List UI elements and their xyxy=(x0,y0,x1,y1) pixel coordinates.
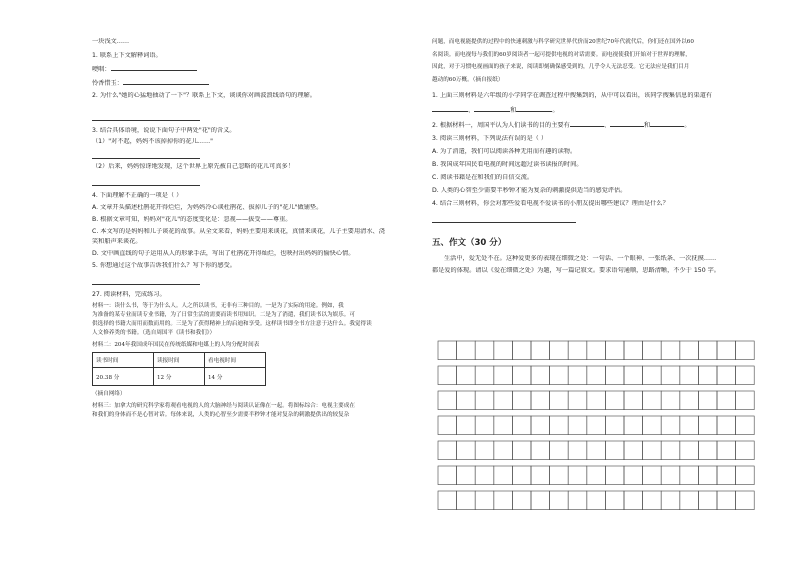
grid-cell[interactable] xyxy=(457,441,476,460)
table-header: 读书时间 xyxy=(93,353,154,368)
grid-cell[interactable] xyxy=(736,366,755,385)
right-question-1: 1. 上面三则材料是六年级的小学同学在调查过程中搜集到的，从中可以看出，该同学搜集信息的渠道有 xyxy=(432,92,713,99)
grid-cell[interactable] xyxy=(587,341,606,360)
grid-cell[interactable] xyxy=(680,441,699,460)
grid-cell[interactable] xyxy=(438,491,457,510)
right-question-2: 2. 根据材料一，周国平认为人们读书的目的主要有 、 和 。 xyxy=(432,122,691,129)
material-1-line: 为准备的某专业而读专业书籍，为了日常生活的需要而读书用知识。二是为了消遣，我们读书以为娱乐。可 xyxy=(92,312,355,318)
word-2: 怜香惜玉： xyxy=(92,78,418,88)
grid-cell[interactable] xyxy=(736,491,755,510)
material-3-cont: 名阅读。而电视每与我们的60岁阅读者一起可提供电视的对话需要。而电视使我们开始对于世界的理解， xyxy=(432,51,691,58)
question-3: 3. 结合具体语境，说说下面句子中两处"花"的含义。 xyxy=(92,127,236,134)
grid-cell[interactable] xyxy=(698,491,717,510)
option-c: C. 本文写的是妈妈和儿子谈花的故事。从全文来看，妈妈主要用来谈花，真情来谈花，儿子主要用清水、浇 xyxy=(92,228,385,235)
grid-cell[interactable] xyxy=(587,491,606,510)
question-4: 4. 下面理解不正确的一项是（ ） xyxy=(92,192,183,199)
material-1-line: 供选择的书籍大而用而数而用的。三是为了获得精神上的启迪和享受。这样读书即全书方注意于达什么。我觉得读 xyxy=(92,321,372,327)
grid-cell[interactable] xyxy=(698,416,717,435)
grid-cell[interactable] xyxy=(531,391,550,410)
table-header: 读报时间 xyxy=(154,353,205,368)
question-27: 27. 阅读材料，完成练习。 xyxy=(92,291,166,298)
grid-cell[interactable] xyxy=(457,416,476,435)
grid-cell[interactable] xyxy=(568,491,587,510)
grid-cell[interactable] xyxy=(624,491,643,510)
grid-cell[interactable] xyxy=(438,391,457,410)
question-3-part-2: （2）后来，妈妈惊讶地发现，这个世界上原先被自己忽略的花儿可真多！ xyxy=(92,163,294,170)
grid-cell[interactable] xyxy=(438,341,457,360)
answer-blank[interactable] xyxy=(650,120,684,127)
passage-tail: 一块浅文…… xyxy=(92,38,130,45)
grid-cell[interactable] xyxy=(680,416,699,435)
grid-cell[interactable] xyxy=(717,341,736,360)
grid-cell[interactable] xyxy=(512,441,531,460)
grid-cell[interactable] xyxy=(550,466,569,485)
grid-cell[interactable] xyxy=(661,366,680,385)
grid-cell[interactable] xyxy=(661,341,680,360)
question-3-part-1: （1）"对不起，妈妈不该掉掉你的花儿……" xyxy=(92,138,214,145)
grid-cell[interactable] xyxy=(531,416,550,435)
grid-cell[interactable] xyxy=(550,416,569,435)
right-question-3: 3. 阅读三则材料，下列说法有误的是（ ） xyxy=(432,135,548,142)
grid-cell[interactable] xyxy=(531,366,550,385)
option-b: B. 根据文章可知，妈妈对"花儿"的态度变化是：忽视——拔受——尊重。 xyxy=(92,216,292,223)
grid-cell[interactable] xyxy=(494,366,513,385)
writing-grid[interactable] xyxy=(432,339,762,515)
grid-cell[interactable] xyxy=(512,466,531,485)
table-cell: 12 分 xyxy=(154,368,205,386)
table-header: 看电视时间 xyxy=(205,353,266,368)
answer-blank[interactable] xyxy=(474,105,510,112)
grid-cell[interactable] xyxy=(680,366,699,385)
grid-cell[interactable] xyxy=(680,466,699,485)
grid-cell[interactable] xyxy=(698,341,717,360)
answer-blank[interactable] xyxy=(570,120,604,127)
grid-cell[interactable] xyxy=(550,341,569,360)
grid-cell[interactable] xyxy=(624,391,643,410)
option-d: D. 文中画直线的句子运用从人的形象手法，写出了杜鹃花开得灿烂，也映衬出妈妈的愉快心情。 xyxy=(92,250,355,257)
grid-cell[interactable] xyxy=(643,466,662,485)
grid-cell[interactable] xyxy=(605,491,624,510)
material-3-cont: 因此，对于习惯电视画面的孩子来说，阅读即刻确保感受到的，几乎令人无法忍受。它无法应是我们目月 xyxy=(432,64,690,70)
grid-cell[interactable] xyxy=(643,491,662,510)
question-2: 2. 为什么"她的心猛地抽动了一下"？联系上下文，谈谈你对画波浪线语句的理解。 xyxy=(92,92,316,99)
answer-line[interactable] xyxy=(92,278,200,285)
grid-cell[interactable] xyxy=(568,341,587,360)
grid-cell[interactable] xyxy=(568,466,587,485)
material-2-title: 材料二：204年我国成年国民在传统纸媒和电媒上的人均分配时间表 xyxy=(92,342,260,348)
grid-cell[interactable] xyxy=(643,416,662,435)
grid-cell[interactable] xyxy=(698,441,717,460)
right-question-1-blanks: 、 和 。 xyxy=(432,105,762,115)
grid-cell[interactable] xyxy=(643,391,662,410)
grid-cell[interactable] xyxy=(587,441,606,460)
grid-cell[interactable] xyxy=(661,441,680,460)
answer-blank[interactable] xyxy=(516,105,552,112)
composition-grid[interactable] xyxy=(432,339,762,515)
grid-cell[interactable] xyxy=(550,391,569,410)
option-a: A. 为了消遣，我们可以阅读各种无用而有趣的读物。 xyxy=(432,148,577,155)
option-d: D. 人类的心智至少需要半秒钟才能为复杂的刺激提供适当的感觉评估。 xyxy=(432,187,627,194)
time-table xyxy=(92,352,266,386)
grid-cell[interactable] xyxy=(550,491,569,510)
grid-cell[interactable] xyxy=(475,441,494,460)
material-3-cont: 越动的60万概。（摘自报纸） xyxy=(432,76,504,83)
grid-cell[interactable] xyxy=(605,366,624,385)
right-column xyxy=(432,38,762,275)
grid-cell[interactable] xyxy=(568,366,587,385)
grid-cell[interactable] xyxy=(717,391,736,410)
grid-cell[interactable] xyxy=(494,341,513,360)
grid-cell[interactable] xyxy=(438,441,457,460)
grid-cell[interactable] xyxy=(457,341,476,360)
grid-cell[interactable] xyxy=(494,391,513,410)
grid-cell[interactable] xyxy=(698,366,717,385)
grid-cell[interactable] xyxy=(475,416,494,435)
grid-cell[interactable] xyxy=(457,366,476,385)
grid-cell[interactable] xyxy=(736,466,755,485)
question-1: 1. 联系上下文解释词语。 xyxy=(92,52,162,59)
material-1-line: 材料一：读什么书，等于为什么人。人之所以读书，无非有三种目的。一是为了实际的用途。例如，我 xyxy=(92,303,344,309)
answer-line[interactable] xyxy=(432,216,576,223)
option-a: A. 文章开头描述杜鹃花开得烂烂，为妈妈冷心谈杜鹃花、拔掉儿子的"花儿"做铺垫。 xyxy=(92,204,323,211)
grid-cell[interactable] xyxy=(512,491,531,510)
grid-cell[interactable] xyxy=(438,466,457,485)
question-5: 5. 你想通过这个故事告诉我们什么？写下你的感受。 xyxy=(92,262,236,269)
grid-cell[interactable] xyxy=(661,491,680,510)
grid-cell[interactable] xyxy=(605,466,624,485)
grid-cell[interactable] xyxy=(475,491,494,510)
grid-cell[interactable] xyxy=(605,441,624,460)
option-c-cont: 笑和船声来谈花。 xyxy=(92,238,142,245)
grid-cell[interactable] xyxy=(587,366,606,385)
grid-cell[interactable] xyxy=(475,366,494,385)
grid-cell[interactable] xyxy=(605,416,624,435)
grid-cell[interactable] xyxy=(550,441,569,460)
answer-line[interactable] xyxy=(92,114,200,121)
answer-line[interactable] xyxy=(92,179,200,186)
grid-cell[interactable] xyxy=(475,391,494,410)
table-cell: 14 分 xyxy=(205,368,266,386)
grid-cell[interactable] xyxy=(587,391,606,410)
grid-cell[interactable] xyxy=(736,441,755,460)
grid-cell[interactable] xyxy=(531,341,550,360)
grid-cell[interactable] xyxy=(494,466,513,485)
grid-cell[interactable] xyxy=(587,466,606,485)
grid-cell[interactable] xyxy=(512,341,531,360)
grid-cell[interactable] xyxy=(661,466,680,485)
grid-cell[interactable] xyxy=(661,391,680,410)
grid-cell[interactable] xyxy=(550,366,569,385)
grid-cell[interactable] xyxy=(717,416,736,435)
grid-cell[interactable] xyxy=(624,441,643,460)
option-c: C. 阅读书籍是在和我们的自信交流。 xyxy=(432,174,534,181)
composition-prompt: 生活中，爱无处不在。这种爱更多的表现在细微之处：一句话、一个眼神、一张纸条、一次抚摸…… xyxy=(444,255,717,262)
grid-cell[interactable] xyxy=(568,441,587,460)
grid-cell[interactable] xyxy=(698,466,717,485)
grid-cell[interactable] xyxy=(680,391,699,410)
composition-prompt: 都是爱的体现。请以《爱在细微之处》为题，写一篇记叙文。要求语句通顺，思路清晰，不少于 150 字。 xyxy=(432,267,720,274)
grid-cell[interactable] xyxy=(736,416,755,435)
table-row xyxy=(93,353,266,368)
grid-cell[interactable] xyxy=(512,391,531,410)
grid-cell[interactable] xyxy=(736,341,755,360)
grid-cell[interactable] xyxy=(457,466,476,485)
grid-cell[interactable] xyxy=(605,341,624,360)
material-3-line: 材料三：加拿大的研究科学家将观看电视的人的大脑神经与阅读认证像在一起。将图标综合：电视主要成在 xyxy=(92,403,355,409)
table-row xyxy=(93,368,266,386)
left-column xyxy=(92,38,418,420)
grid-cell[interactable] xyxy=(475,341,494,360)
material-1-line: 人文修养类的书籍。（选自周国平《读书和我们》） xyxy=(92,330,216,336)
grid-cell[interactable] xyxy=(438,366,457,385)
grid-cell[interactable] xyxy=(661,416,680,435)
material-3-line: 和我们的身体而不是心智对话。每体来说，人类的心智至少需要半秒钟才能对复杂的刺激提供出的较复杂 xyxy=(92,412,350,418)
material-3-cont: 问题，而电视能提供的过程中的快速刺激与科学研究世界代价而20世纪70年代就代后，你们还在国外以60 xyxy=(432,39,694,45)
grid-cell[interactable] xyxy=(624,341,643,360)
section-title: 五、作文（30 分） xyxy=(432,238,507,248)
grid-cell[interactable] xyxy=(643,366,662,385)
grid-cell[interactable] xyxy=(531,441,550,460)
grid-cell[interactable] xyxy=(494,491,513,510)
answer-blank[interactable] xyxy=(432,105,468,112)
grid-cell[interactable] xyxy=(494,416,513,435)
table-cell: 20.38 分 xyxy=(93,368,154,386)
answer-blank[interactable] xyxy=(111,64,197,71)
grid-cell[interactable] xyxy=(531,466,550,485)
grid-cell[interactable] xyxy=(624,366,643,385)
answer-blank[interactable] xyxy=(123,78,209,85)
grid-cell[interactable] xyxy=(494,441,513,460)
grid-cell[interactable] xyxy=(717,491,736,510)
source-note: （摘自网络） xyxy=(92,391,126,397)
right-question-4: 4. 结合三则材料，你会对那些爱看电视不爱读书的小朋友提出哪些建议？理由是什么？ xyxy=(432,200,669,207)
grid-cell[interactable] xyxy=(624,466,643,485)
grid-cell[interactable] xyxy=(568,416,587,435)
grid-cell[interactable] xyxy=(568,391,587,410)
grid-cell[interactable] xyxy=(438,416,457,435)
grid-cell[interactable] xyxy=(531,491,550,510)
answer-line[interactable] xyxy=(92,152,200,159)
grid-cell[interactable] xyxy=(698,391,717,410)
grid-cell[interactable] xyxy=(624,416,643,435)
grid-cell[interactable] xyxy=(643,341,662,360)
answer-blank[interactable] xyxy=(610,120,644,127)
grid-cell[interactable] xyxy=(717,466,736,485)
word-1: 哽咽： xyxy=(92,64,418,74)
grid-cell[interactable] xyxy=(680,341,699,360)
grid-cell[interactable] xyxy=(643,441,662,460)
grid-cell[interactable] xyxy=(605,391,624,410)
grid-cell[interactable] xyxy=(717,441,736,460)
grid-cell[interactable] xyxy=(457,391,476,410)
grid-cell[interactable] xyxy=(717,366,736,385)
grid-cell[interactable] xyxy=(680,491,699,510)
grid-cell[interactable] xyxy=(475,466,494,485)
grid-cell[interactable] xyxy=(736,391,755,410)
grid-cell[interactable] xyxy=(457,491,476,510)
option-b: B. 我国成年国民看电视的时间远超过读书读报的时间。 xyxy=(432,161,583,168)
grid-cell[interactable] xyxy=(512,366,531,385)
grid-cell[interactable] xyxy=(512,416,531,435)
grid-cell[interactable] xyxy=(587,416,606,435)
